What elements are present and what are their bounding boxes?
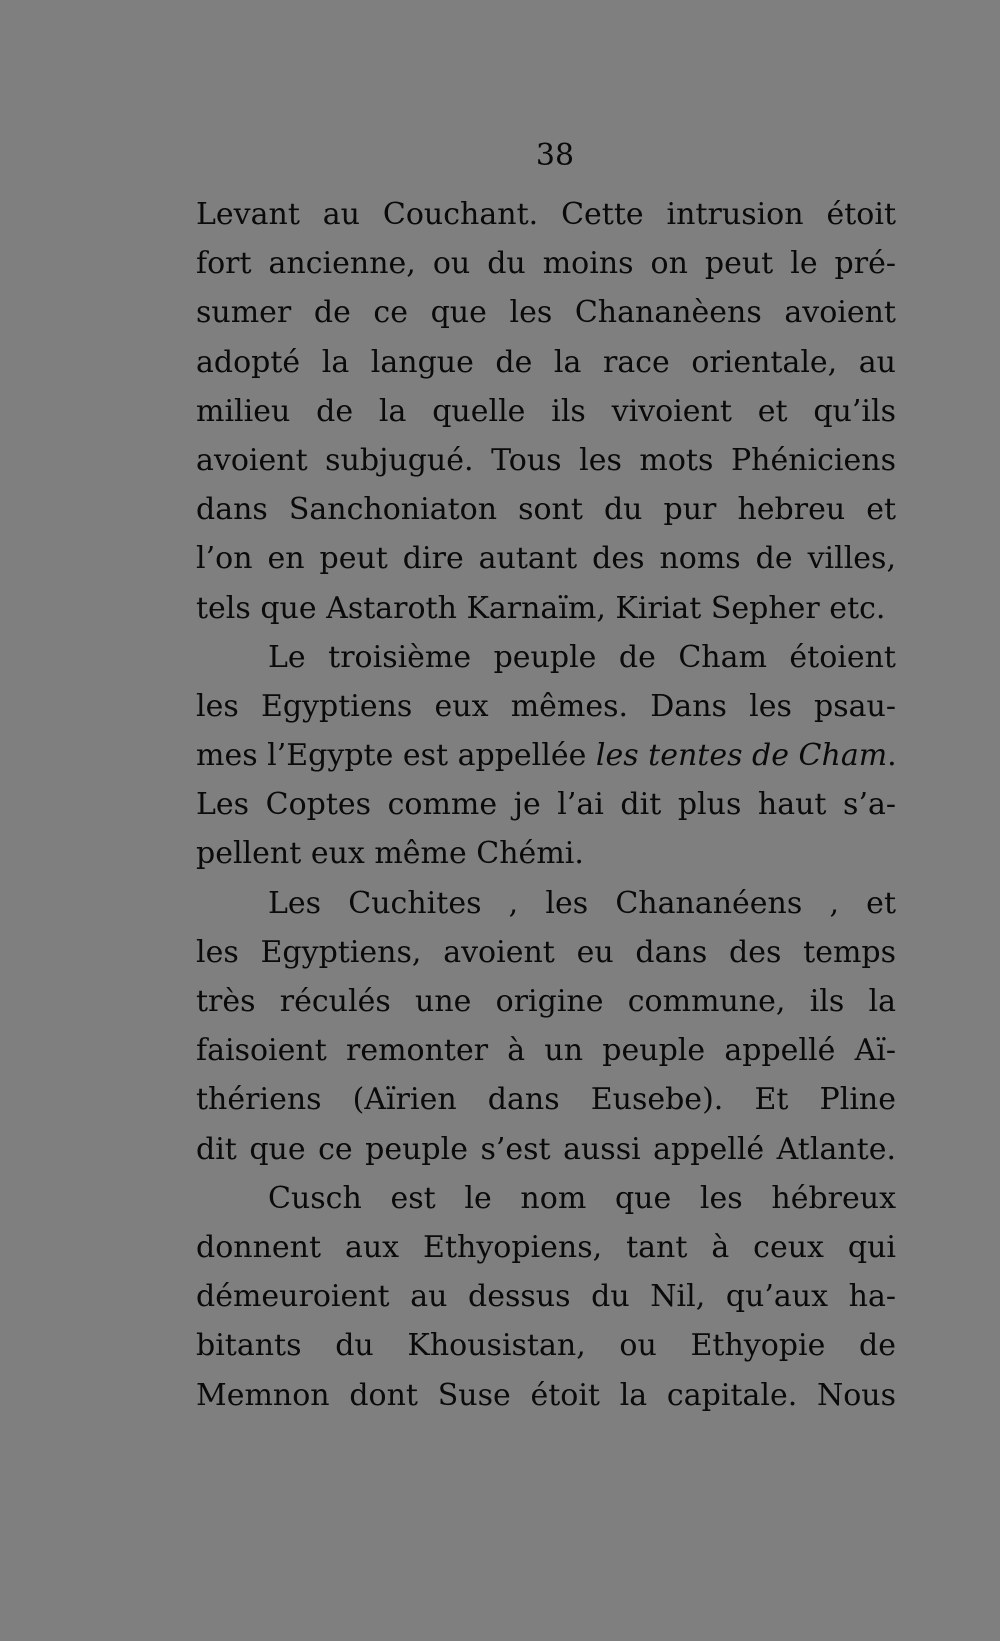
text-line: [196, 288, 896, 337]
text-run: l’on en peut dire autant des noms de villes,: [196, 541, 896, 577]
text-run: milieu de la quelle ils vivoient et qu’ils: [196, 393, 896, 429]
text-line: [196, 436, 896, 485]
text-line: [196, 239, 896, 288]
text-run: fort ancienne, ou du moins on peut le pré-: [196, 246, 896, 282]
text-line: [196, 682, 896, 731]
text-line: [196, 534, 896, 583]
text-run: Les Cuchites , les Chananéens , et: [268, 885, 896, 921]
text-line: [196, 633, 896, 682]
text-run: tels que Astaroth Karnaïm, Kiriat Sepher etc.: [196, 590, 886, 626]
text-run: Le troisième peuple de Cham étoient: [268, 639, 896, 675]
text-run: donnent aux Ethyopiens, tant à ceux qui: [196, 1229, 896, 1265]
text-line: [196, 928, 896, 977]
text-line: [196, 780, 896, 829]
text-run: Les Coptes comme je l’ai dit plus haut s’a-: [196, 787, 896, 823]
text-line: [196, 1223, 896, 1272]
text-line: [196, 1272, 896, 1321]
text-line: [196, 387, 896, 436]
text-run: faisoient remonter à un peuple appellé Aï-: [196, 1033, 896, 1069]
text-line: [196, 338, 896, 387]
text-run: les Egyptiens eux mêmes. Dans les psau-: [196, 688, 896, 724]
text-run: mes l’Egypte est appellée: [196, 738, 596, 774]
text-run: dit que ce peuple s’est aussi appellé Atlante.: [196, 1131, 896, 1167]
text-line: [196, 1321, 896, 1370]
text-line: [196, 1371, 896, 1420]
text-line: [196, 1075, 896, 1124]
italic-text: les tentes de Cham: [595, 738, 888, 774]
text-run: les Egyptiens, avoient eu dans des temps: [196, 934, 896, 970]
text-line: [196, 485, 896, 534]
text-run: thériens (Aïrien dans Eusebe). Et Pline: [196, 1082, 896, 1118]
text-line: [196, 977, 896, 1026]
page-number: 38: [535, 138, 575, 173]
body-text: [196, 190, 896, 1420]
text-run: très réculés une origine commune, ils la: [196, 984, 896, 1019]
text-run: Levant au Couchant. Cette intrusion étoit: [196, 197, 896, 232]
text-run: démeuroient au dessus du Nil, qu’aux ha-: [196, 1279, 896, 1315]
text-line: [196, 584, 896, 633]
text-line: [196, 1026, 896, 1075]
text-run: dans Sanchoniaton sont du pur hebreu et: [196, 492, 896, 528]
text-line: [196, 731, 896, 780]
text-run: Memnon dont Suse étoit la capitale. Nous: [196, 1377, 896, 1413]
text-run: .: [887, 738, 897, 774]
text-line: [196, 1174, 896, 1223]
text-run: sumer de ce que les Chananèens avoient: [196, 295, 896, 331]
text-run: Cusch est le nom que les hébreux: [268, 1180, 896, 1216]
text-run: avoient subjugué. Tous les mots Phéniciens: [196, 442, 896, 478]
text-line: [196, 1125, 896, 1174]
text-line: [196, 829, 896, 878]
text-run: pellent eux même Chémi.: [196, 836, 584, 872]
text-run: adopté la langue de la race orientale, au: [196, 344, 896, 380]
text-run: bitants du Khousistan, ou Ethyopie de: [196, 1328, 896, 1364]
text-line: [196, 879, 896, 928]
text-line: [196, 190, 896, 239]
